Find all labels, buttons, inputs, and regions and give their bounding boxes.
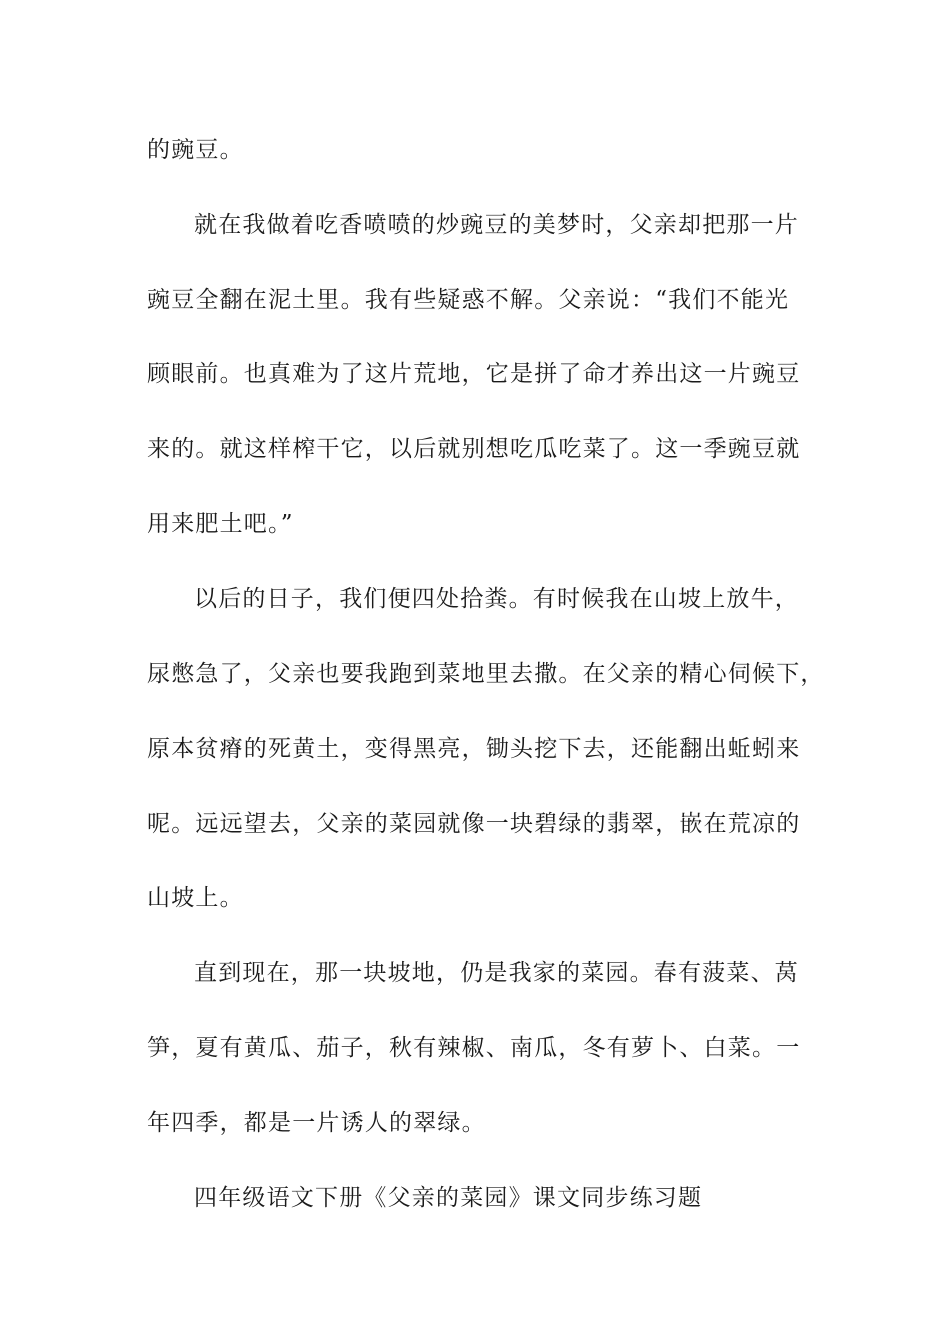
section-heading: 四年级语文下册《父亲的菜园》课文同步练习题	[194, 1185, 703, 1211]
text-line: 来的。就这样榨干它，以后就别想吃瓜吃菜了。这一季豌豆就	[147, 436, 801, 462]
text-line: 尿憋急了，父亲也要我跑到菜地里去撒。在父亲的精心伺候下，	[147, 661, 825, 687]
text-line: 豌豆全翻在泥土里。我有些疑惑不解。父亲说：“我们不能光	[147, 287, 790, 313]
paragraph-first-line: 以后的日子，我们便四处拾粪。有时候我在山坡上放牛，	[194, 586, 799, 612]
text-line: 呢。远远望去，父亲的菜园就像一块碧绿的翡翠，嵌在荒凉的	[147, 811, 801, 837]
text-line: 用来肥土吧。”	[147, 511, 294, 537]
text-line: 山坡上。	[147, 885, 244, 911]
paragraph-first-line: 就在我做着吃香喷喷的炒豌豆的美梦时，父亲却把那一片	[194, 212, 799, 238]
text-line: 顾眼前。也真难为了这片荒地，它是拼了命才养出这一片豌豆	[147, 361, 801, 387]
paragraph-first-line: 直到现在，那一块坡地，仍是我家的菜园。春有菠菜、莴	[194, 960, 799, 986]
text-line: 笋，夏有黄瓜、茄子，秋有辣椒、南瓜，冬有萝卜、白菜。一	[147, 1035, 801, 1061]
text-line: 年四季，都是一片诱人的翠绿。	[147, 1110, 486, 1136]
text-line: 原本贫瘠的死黄土，变得黑亮，锄头挖下去，还能翻出蚯蚓来	[147, 736, 801, 762]
text-line: 的豌豆。	[147, 137, 244, 163]
